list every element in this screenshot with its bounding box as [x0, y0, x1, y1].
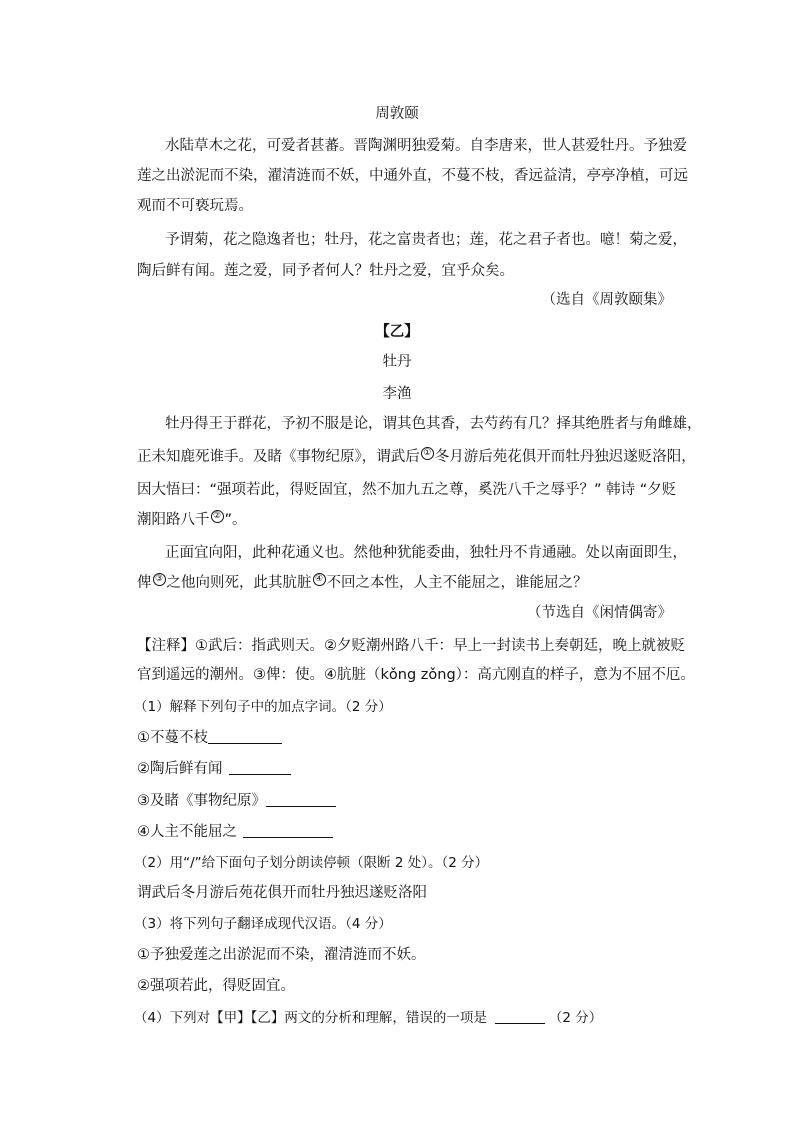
yi-p2-line2 — [137, 573, 588, 593]
yi-p2-line2-c: 不回之本性，人主不能屈之，谁能屈之？ — [326, 575, 588, 591]
note-marker-2: ② — [211, 510, 224, 523]
note-marker-4: ④ — [313, 573, 326, 586]
yi-p1-line2-a: 正未知鹿死谁手。及睹《事物纪原》，谓武后 — [137, 449, 420, 465]
question-1b-text: ②陶后鲜有闻 — [137, 761, 223, 777]
answer-blank-4[interactable] — [495, 1009, 545, 1024]
note-marker-3: ③ — [153, 573, 166, 586]
yi-p1-line3: 因大悟曰：“强项若此，得贬固宜，然不加九五之尊，奚洗八千之辱乎？” 韩诗 “夕贬 — [137, 482, 677, 498]
note-marker-1: ① — [421, 447, 434, 460]
jia-author: 周敦颐 — [375, 106, 419, 122]
question-2-sentence: 谓武后冬月游后苑花俱开而牡丹独迟遂贬洛阳 — [137, 885, 427, 901]
question-4-points: （2 分） — [548, 1010, 603, 1026]
question-1d — [137, 822, 333, 842]
jia-p2-line1: 予谓菊，花之隐逸者也；牡丹，花之富贵者也；莲，花之君子者也。噫！菊之爱， — [165, 232, 687, 248]
yi-p1-line1: 牡丹得王于群花，予初不服是论，谓其色其香，去芍药有几？择其绝胜者与角雌雄， — [165, 416, 702, 432]
answer-blank-1c[interactable] — [266, 792, 336, 807]
jia-p2-line2: 陶后鲜有闻。莲之爱，同予者何人？牡丹之爱，宜乎众矣。 — [137, 263, 514, 279]
notes-line2: 官到遥远的潮州。③俾：使。④肮脏（kǒng zǒng）：高亢刚直的样子，意为不屈不厄。 — [137, 667, 695, 683]
question-3b: ②强项若此，得贬固宜。 — [137, 978, 295, 994]
yi-p1-line2-b: 冬月游后苑花俱开而牡丹独迟遂贬洛阳， — [434, 449, 696, 465]
question-1b — [137, 759, 291, 779]
yi-p2-line1: 正面宜向阳，此种花通义也。然他种犹能委曲，独牡丹不肯通融。处以南面即生， — [165, 545, 687, 561]
question-3: （3）将下列句子翻译成现代汉语。（4 分） — [134, 916, 392, 932]
answer-blank-1a[interactable] — [208, 729, 282, 744]
yi-author: 李渔 — [382, 386, 412, 402]
yi-label: 【乙】 — [375, 324, 419, 340]
yi-p1-line2 — [137, 447, 696, 467]
yi-p1-line4-b: ”。 — [224, 512, 247, 528]
question-1c-text: ③及睹《事物纪原》 — [137, 793, 266, 809]
question-1d-text: ④人主不能屈之 — [137, 824, 237, 840]
question-4-text: （4）下列对【甲】【乙】两文的分析和理解，错误的一项是 — [134, 1010, 487, 1026]
answer-blank-1d[interactable] — [243, 823, 333, 838]
question-4 — [134, 1008, 602, 1028]
question-2: （2）用“/”给下面句子划分朗读停顿（限断 2 处）。（2 分） — [134, 855, 489, 871]
jia-p1-line1: 水陆草木之花，可爱者甚蕃。晋陶渊明独爱菊。自李唐来，世人甚爱牡丹。予独爱 — [165, 138, 687, 154]
jia-p1-line3: 观而不可亵玩焉。 — [137, 198, 253, 214]
jia-source: （选自《周敦颐集》 — [541, 292, 672, 308]
yi-title: 牡丹 — [382, 354, 412, 370]
yi-source: （节选自《闲情偶寄》 — [527, 605, 672, 621]
yi-p1-line4 — [137, 510, 247, 530]
answer-blank-1b[interactable] — [229, 760, 291, 775]
notes-line1: 【注释】①武后：指武则天。②夕贬潮州路八千：早上一封读书上奏朝廷，晚上就被贬 — [137, 638, 685, 654]
question-1a-text: ①不蔓不枝 — [137, 730, 208, 746]
question-1: （1）解释下列句子中的加点字词。（2 分） — [134, 699, 392, 715]
yi-p2-line2-a: 俾 — [137, 575, 152, 591]
yi-p2-line2-b: 之他向则死，此其肮脏 — [166, 575, 312, 591]
yi-p1-line4-a: 潮阳路八千 — [137, 512, 210, 528]
question-3a: ①予独爱莲之出淤泥而不染，濯清涟而不妖。 — [137, 947, 426, 963]
question-1a — [137, 728, 282, 748]
question-1c — [137, 791, 336, 811]
jia-p1-line2: 莲之出淤泥而不染，濯清涟而不妖，中通外直，不蔓不枝，香远益清，亭亭净植，可远 — [137, 168, 688, 184]
